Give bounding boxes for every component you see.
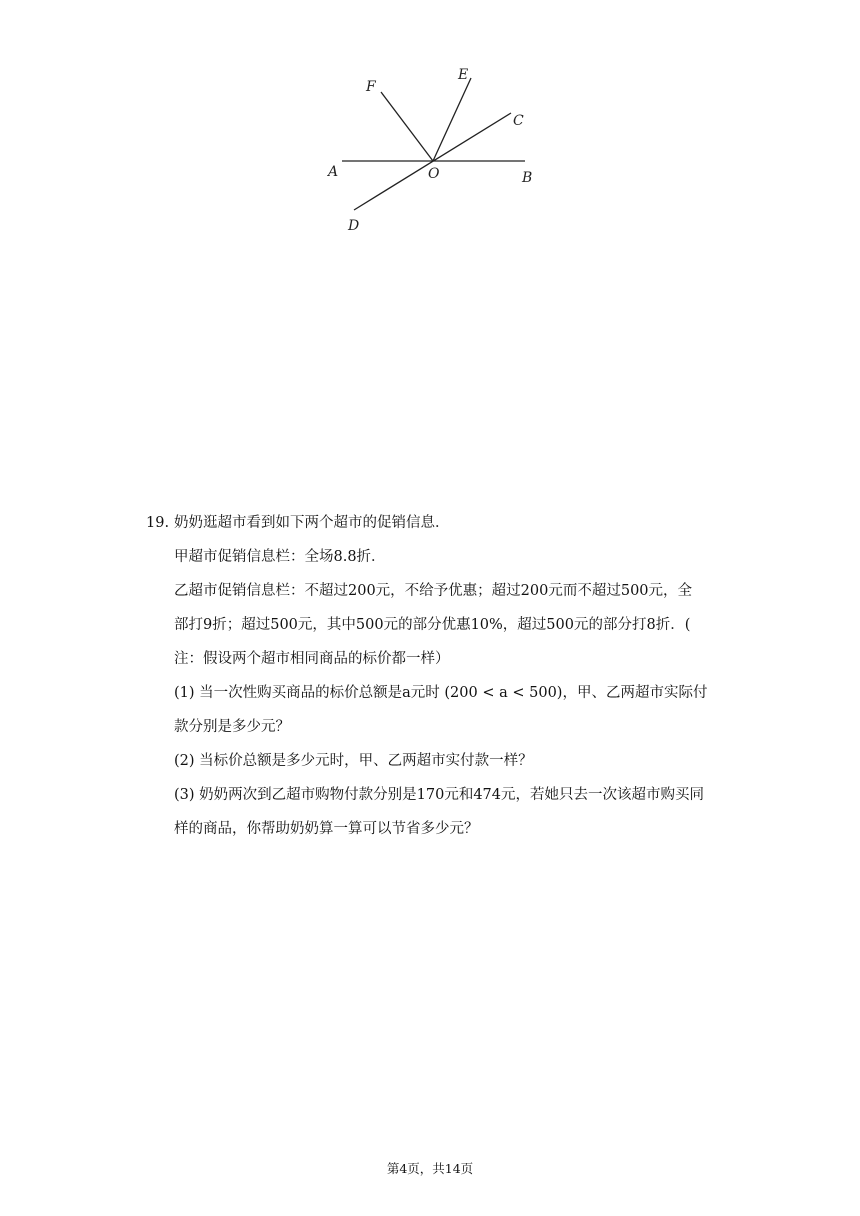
part-3-line1: (3) 奶奶两次到乙超市购物付款分别是170元和474元，若她只去一次该超市购买同 — [174, 787, 704, 803]
question-19 — [146, 506, 726, 846]
ray-oe — [433, 78, 471, 161]
label-o: O — [428, 166, 440, 182]
part-3-line2: 样的商品，你帮助奶奶算一算可以节省多少元？ — [174, 821, 479, 837]
supermarket-b-info-line3: 注：假设两个超市相同商品的标价都一样） — [174, 651, 450, 667]
supermarket-b-info-line2: 部打9折；超过500元，其中500元的部分优惠10%，超过500元的部分打8折．( — [174, 617, 691, 633]
supermarket-b-info-line1: 乙超市促销信息栏：不超过200元，不给予优惠；超过200元而不超过500元，全 — [174, 583, 693, 599]
label-b: B — [522, 170, 533, 186]
label-e: E — [458, 67, 469, 83]
question-intro: 奶奶逛超市看到如下两个超市的促销信息． — [174, 515, 450, 531]
label-a: A — [328, 164, 339, 180]
angle-figure — [320, 60, 550, 240]
label-f: F — [366, 79, 376, 95]
angle-diagram — [320, 60, 550, 240]
label-c: C — [513, 113, 524, 129]
page-footer: 第4页，共14页 — [386, 1161, 474, 1176]
part-2: (2) 当标价总额是多少元时，甲、乙两超市实付款一样？ — [174, 753, 533, 769]
part-1-line1: (1) 当一次性购买商品的标价总额是a元时 (200 < a < 500)，甲、乙两超市实际付 — [174, 685, 708, 701]
label-d: D — [348, 218, 360, 234]
ray-of — [381, 92, 433, 161]
question-intro-line — [146, 506, 726, 540]
part-1-line2: 款分别是多少元？ — [174, 719, 290, 735]
supermarket-a-info: 甲超市促销信息栏：全场8.8折． — [174, 549, 386, 565]
question-number: 19. — [146, 515, 170, 531]
